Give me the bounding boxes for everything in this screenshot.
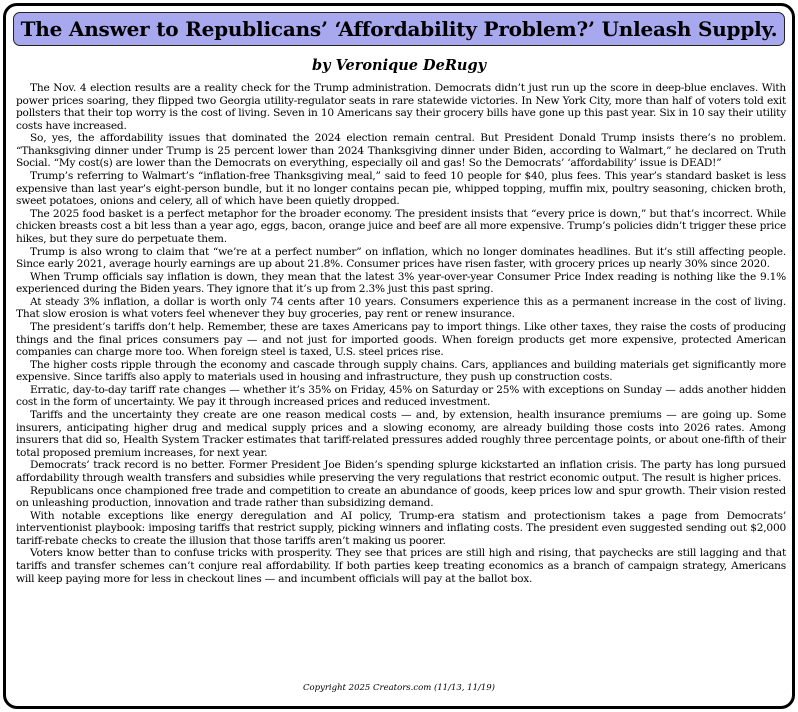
paragraph-7: At steady 3% inflation, a dollar is worth only 74 cents after 10 years. Consumers experience this as a permanent increase in the cost of living. That slow erosion is what voters feel whenever they buy groceries, pay rent or renew insurance.	[16, 295, 786, 321]
paragraph-8: The president’s tariffs don’t help. Remember, these are taxes Americans pay to import things. Like other taxes, they raise the costs of producing things and the final prices consumers pay — and not just for imported goods. When foreign products get more expensive, protected American companies can charge more too. When foreign steel is taxed, U.S. steel prices rise.	[16, 320, 786, 359]
paragraph-2: So, yes, the affordability issues that dominated the 2024 election remain central. But President Donald Trump insists there’s no problem. “Thanksgiving dinner under Trump is 25 percent lower than 2024 Thanksgiving dinner under Biden, according to Walmart,” he declared on Truth Social. “My cost(s) are lower than the Democrats on everything, especially oil and gas! So the Democrats’ ‘affordability’ issue is DEAD!”	[16, 132, 786, 170]
paragraph-9: The higher costs ripple through the economy and cascade through supply chains. Cars, appliances and building materials get significantly more expensive. Since tariffs also apply to materials used in housing and infrastructure, they push up construction costs.	[16, 358, 786, 384]
copyright-line: Copyright 2025 Creators.com (11/13, 11/19)	[302, 683, 495, 693]
paragraph-11: Tariffs and the uncertainty they create are one reason medical costs — and, by extension, health insurance premiums — are going up. Some insurers, anticipating higher drug and medical supply prices and a slowing economy, are already building those costs into 2026 rates. Among insurers that did so, Health System Tracker estimates that tariff-related pressures added roughly three percentage points, or about one-fifth of their total proposed premium increases, for next year.	[16, 409, 786, 459]
paragraph-13: Republicans once championed free trade and competition to create an abundance of goods, keep prices low and spur growth. Their vision rested on unleashing production, innovation and trade rather than subsidizing demand.	[16, 484, 786, 510]
paragraph-1: The Nov. 4 election results are a reality check for the Trump administration. Democrats didn’t just run up the score in deep-blue enclaves. With power prices soaring, they flipped two Georgia utility-regulator seats in rare statewide victories. In New York City, more than half of voters told exit pollsters that their top worry is the cost of living. Seven in 10 Americans say their grocery bills have gone up this past year. Six in 10 say their utility costs have increased.	[16, 82, 786, 132]
paragraph-12: Democrats’ track record is no better. Former President Joe Biden’s spending splurge kickstarted an inflation crisis. The party has long pursued affordability through wealth transfers and subsidies while preserving the very regulations that restrict economic output. The result is higher prices.	[16, 459, 786, 484]
paragraph-4: The 2025 food basket is a perfect metaphor for the broader economy. The president insists that “every price is down,” but that’s incorrect. While chicken breasts cost a bit less than a year ago, eggs, bacon, orange juice and beef are all more expensive. Trump’s policies didn’t trigger these price hikes, but they sure do perpetuate them.	[16, 207, 786, 245]
article-frame	[3, 3, 795, 709]
article-body	[16, 82, 786, 585]
paragraph-5: Trump is also wrong to claim that “we’re at a perfect number” on inflation, which no longer dominates headlines. But it’s still affecting people. Since early 2021, average hourly earnings are up about 21.8%. Consumer prices have risen faster, with grocery prices up nearly 30% since 2020.	[16, 245, 786, 271]
paragraph-15: Voters know better than to confuse tricks with prosperity. They see that prices are still high and rising, that paychecks are still lagging and that tariffs and transfer schemes can’t conjure real affordability. If both parties keep treating economics as a branch of campaign strategy, Americans will keep paying more for less in checkout lines — and incumbent officials will pay at the ballot box.	[16, 547, 786, 585]
paragraph-6: When Trump officials say inflation is down, they mean that the latest 3% year-over-year Consumer Price Index reading is nothing like the 9.1% experienced during the Biden years. They ignore that it’s up from 2.3% just this past spring.	[16, 270, 786, 296]
paragraph-3: Trump’s referring to Walmart’s “inflation-free Thanksgiving meal,” said to feed 10 people for $40, plus fees. This year’s standard basket is less expensive than last year’s eight-person bundle, but it no longer contains pecan pie, whipped topping, muffin mix, poultry seasoning, chicken broth, sweet potatoes, onions and celery, all of which have been quietly dropped.	[16, 170, 786, 208]
byline: by Veronique DeRugy	[311, 57, 487, 74]
paragraph-14: With notable exceptions like energy deregulation and AI policy, Trump-era statism and protectionism takes a page from Democrats’ interventionist playbook: imposing tariffs that restrict supply, picking winners and inflating costs. The president even suggested sending out $2,000 tariff-rebate checks to create the illusion that those tariffs aren’t making us poorer.	[16, 509, 786, 547]
paragraph-10: Erratic, day-to-day tariff rate changes — whether it’s 35% on Friday, 45% on Saturday or 25% with exceptions on Sunday — adds another hidden cost in the form of uncertainty. We pay it through increased prices and reduced investment.	[16, 383, 786, 409]
title-bar	[13, 12, 785, 46]
article-title: The Answer to Republicans’ ‘Affordability Problem?’ Unleash Supply.	[20, 17, 778, 41]
